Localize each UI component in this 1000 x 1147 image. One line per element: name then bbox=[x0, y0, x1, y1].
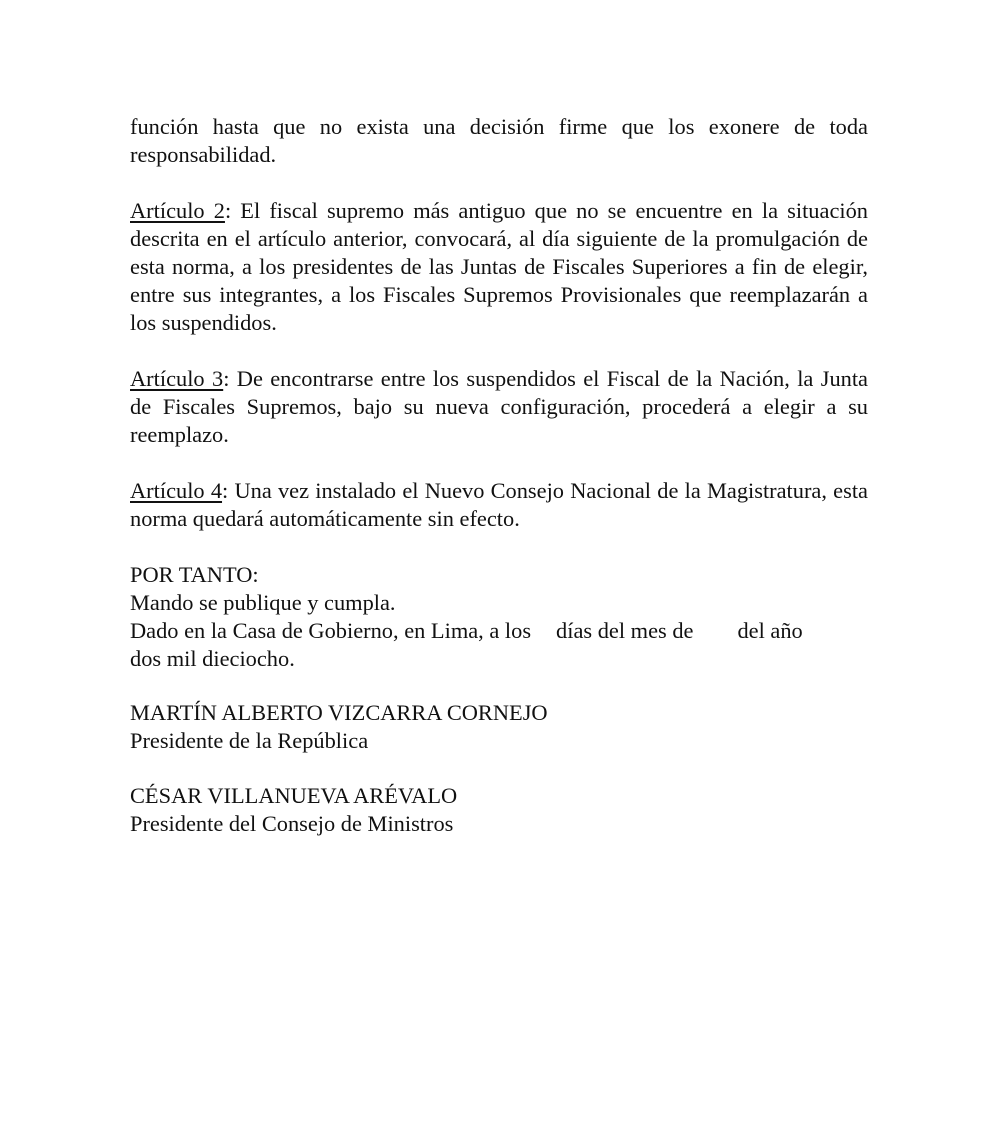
signature-council-president bbox=[130, 782, 868, 838]
article-3-paragraph bbox=[130, 365, 868, 449]
article-2-paragraph bbox=[130, 197, 868, 337]
article-4-label: Artículo 4 bbox=[130, 478, 223, 503]
closing-line-2-part-2: días del mes de bbox=[556, 618, 694, 643]
closing-line-3: dos mil dieciocho. bbox=[130, 646, 295, 671]
closing-line-2-part-1: Dado en la Casa de Gobierno, en Lima, a los bbox=[130, 618, 532, 643]
article-4-text: : Una vez instalado el Nuevo Consejo Nacional de la Magistratura, esta norma quedará automáticamente sin efecto. bbox=[130, 478, 868, 531]
article-3-label: Artículo 3 bbox=[130, 366, 224, 391]
article-3-text: : De encontrarse entre los suspendidos el Fiscal de la Nación, la Junta de Fiscales Supremos, bajo su nueva configuración, procederá a elegir a su reemplazo. bbox=[130, 366, 868, 447]
closing-line-2 bbox=[130, 617, 868, 645]
article-2-text: : El fiscal supremo más antiguo que no se encuentre en la situación descrita en el artículo anterior, convocará, al día siguiente de la promulgación de esta norma, a los presidentes de las Juntas de Fiscales Superiores a fin de elegir, entre sus integrantes, a los Fiscales Supremos Provisionales que reemplazarán a los suspendidos. bbox=[130, 198, 868, 335]
intro-text: función hasta que no exista una decisión firme que los exonere de toda responsabilidad. bbox=[130, 114, 868, 167]
signature-title: Presidente del Consejo de Ministros bbox=[130, 811, 454, 836]
signature-title: Presidente de la República bbox=[130, 728, 369, 753]
signature-name: CÉSAR VILLANUEVA ARÉVALO bbox=[130, 783, 458, 808]
closing-block bbox=[130, 561, 868, 673]
closing-line-2-part-3: del año bbox=[737, 618, 803, 643]
closing-heading: POR TANTO: bbox=[130, 562, 259, 587]
closing-line-1: Mando se publique y cumpla. bbox=[130, 590, 396, 615]
intro-paragraph bbox=[130, 113, 868, 169]
signature-president bbox=[130, 699, 868, 755]
signature-name: MARTÍN ALBERTO VIZCARRA CORNEJO bbox=[130, 700, 548, 725]
article-4-paragraph bbox=[130, 477, 868, 533]
article-2-label: Artículo 2 bbox=[130, 198, 225, 223]
